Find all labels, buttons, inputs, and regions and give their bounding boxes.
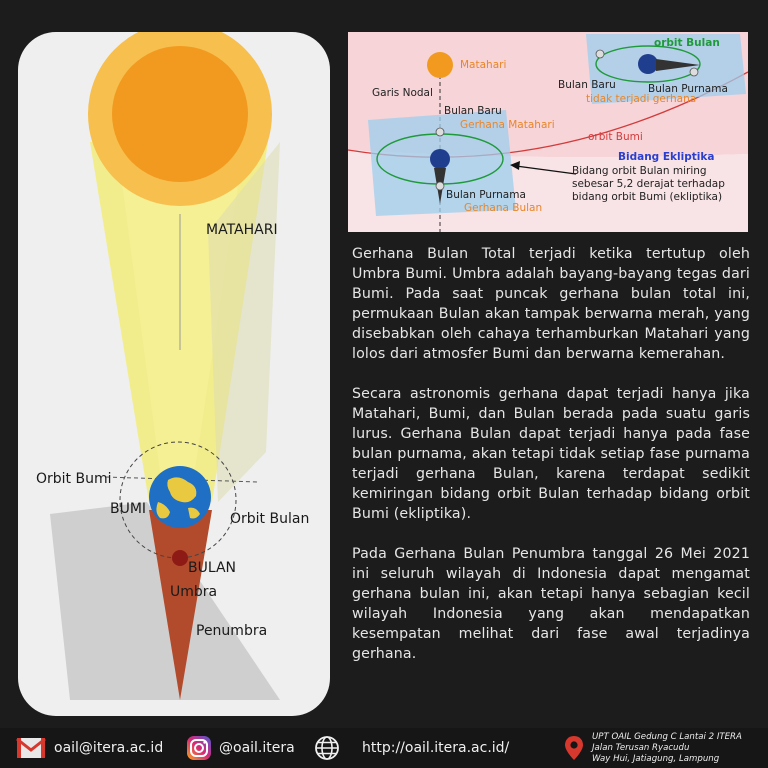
paragraph-penumbral-eclipse: Pada Gerhana Bulan Penumbra tanggal 26 Mei 2021 ini seluruh wilayah di Indonesia dapat mengamat gerhana bulan ini, akan tetapi hanya sebagian kecil wilayah Indonesia yang akan mendapatkan kesempatan melihat dari fase awal terjadinya gerhana. (352, 546, 750, 662)
globe-icon (314, 735, 340, 761)
article-text (352, 244, 750, 684)
penumbra-label: Penumbra (196, 623, 268, 639)
paragraph-total-eclipse: Gerhana Bulan Total terjadi ketika tertutup oleh Umbra Bumi. Umbra adalah bayang-bayang tegas dari Bumi. Pada saat puncak gerhana bulan total ini, permukaan Bulan akan tampak berwarna merah, yang disebabkan oleh cahaya terhamburkan Matahari yang lolos dari atmosfer Bumi dan berwarna kemerahan. (352, 246, 750, 362)
inset-earth-right (638, 54, 658, 74)
earth-label: BUMI (110, 501, 147, 517)
tilt-note-line-2: sebesar 5,2 derajat terhadap (572, 178, 725, 190)
left-new-moon-label: Bulan Baru (444, 105, 502, 117)
tilt-note-line-1: Bidang orbit Bulan miring (572, 165, 707, 177)
no-eclipse-label: tidak terjadi gerhana (586, 93, 697, 105)
solar-eclipse-label: Gerhana Matahari (460, 119, 555, 131)
earth-orbit-label: orbit Bumi (588, 131, 643, 143)
website-link[interactable] (314, 735, 509, 761)
earth (149, 466, 211, 528)
right-new-moon-label: Bulan Baru (558, 79, 616, 91)
earth-orbit-label: Orbit Bumi (36, 471, 112, 487)
address-line-1: UPT OAIL Gedung C Lantai 2 ITERA (592, 732, 742, 742)
moon-orbit-label: orbit Bulan (654, 37, 720, 49)
address-line-3: Way Hui, Jatiagung, Lampung (592, 754, 720, 764)
website-text: http://oail.itera.ac.id/ (362, 740, 510, 756)
email-text: oail@itera.ac.id (54, 740, 164, 756)
address-block (592, 732, 742, 765)
inset-sun (427, 52, 453, 78)
instagram-link[interactable] (186, 735, 295, 761)
left-full-moon-label: Bulan Purnama (446, 189, 526, 201)
instagram-text: @oail.itera (219, 740, 295, 756)
ecliptic-plane-label: Bidang Ekliptika (618, 151, 715, 163)
right-new-moon (596, 50, 604, 58)
moon-label: BULAN (188, 560, 237, 576)
eclipse-geometry-diagram (18, 32, 330, 716)
right-full-moon-label: Bulan Purnama (648, 83, 728, 95)
tilt-note-line-3: bidang orbit Bumi (ekliptika) (572, 191, 723, 203)
moon-orbit-label: Orbit Bulan (230, 511, 310, 527)
right-full-moon (690, 68, 698, 76)
mail-icon (16, 737, 46, 759)
paragraph-astronomy: Secara astronomis gerhana dapat terjadi hanya jika Matahari, Bumi, dan Bulan berada pada suatu garis lurus. Gerhana Bulan dapat terjadi hanya pada fase bulan purnama, akan tetapi tidak setiap fase purnama terjadi gerhana Bulan, karena terdapat sedikit kemiringan bidang orbit Bulan terhadap bidang orbit Bumi (ekliptika). (352, 386, 750, 522)
moon (172, 550, 188, 566)
email-link[interactable] (16, 737, 163, 759)
instagram-icon (186, 735, 212, 761)
inset-sun-label: Matahari (460, 59, 507, 71)
left-new-moon (436, 128, 444, 136)
left-full-moon (436, 182, 444, 190)
sun-label: MATAHARI (206, 222, 278, 238)
nodal-line-label: Garis Nodal (372, 87, 433, 99)
sun (112, 46, 248, 182)
inset-earth-left (430, 149, 450, 169)
umbra-label: Umbra (170, 584, 218, 600)
location-pin-icon (564, 735, 584, 761)
lunar-eclipse-label: Gerhana Bulan (464, 202, 543, 214)
address-line-2: Jalan Terusan Ryacudu (592, 743, 690, 753)
footer-bar (0, 728, 768, 768)
orbit-inclination-diagram (348, 32, 748, 232)
